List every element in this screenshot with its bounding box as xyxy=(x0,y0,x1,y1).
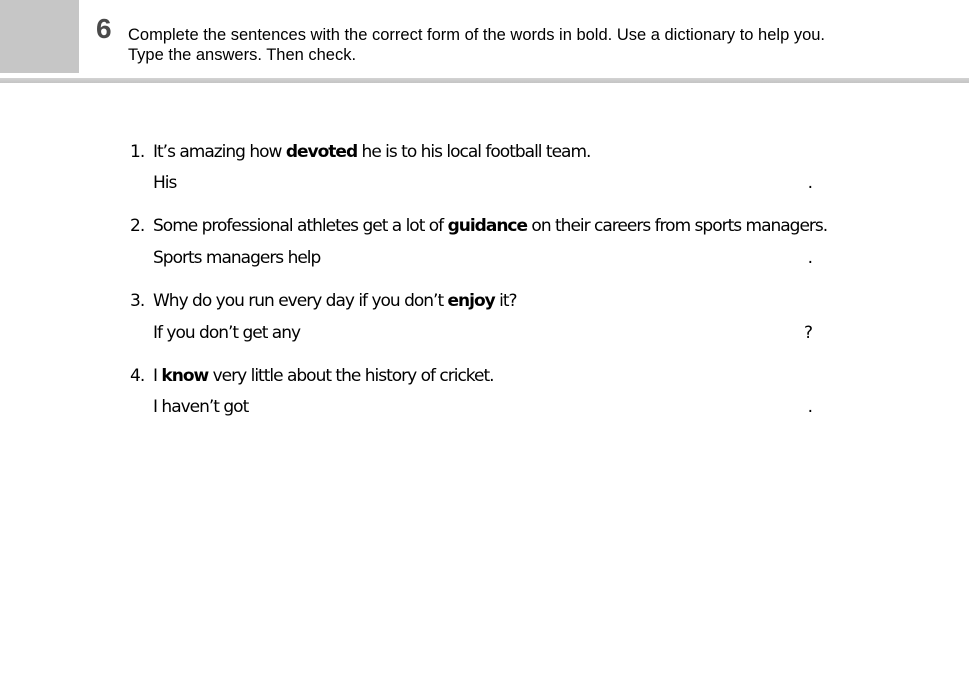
answer-stem: His xyxy=(153,173,177,193)
answer-input[interactable] xyxy=(323,247,798,269)
answer-stem: Sports managers help xyxy=(153,248,321,268)
instruction-line-1: Complete the sentences with the correct form of the words in bold. Use a dictionary to help you. xyxy=(128,26,826,44)
bold-keyword: know xyxy=(161,366,209,386)
sentence-text: Why do you run every day if you don’t xyxy=(153,291,448,311)
header-tab xyxy=(0,0,79,73)
sentence-text: Some professional athletes get a lot of xyxy=(153,216,448,236)
exercise-header xyxy=(0,0,969,78)
question-sentence xyxy=(153,365,494,387)
answer-input[interactable] xyxy=(183,172,798,194)
header-divider xyxy=(0,78,969,83)
answer-end-punctuation: ? xyxy=(803,323,813,343)
question-sentence xyxy=(153,141,590,163)
instruction-line-2: Type the answers. Then check. xyxy=(128,46,357,64)
answer-row xyxy=(153,172,813,194)
answer-row xyxy=(153,247,813,269)
question-sentence xyxy=(153,215,827,237)
bold-keyword: devoted xyxy=(285,142,358,162)
sentence-text: very little about the history of cricket. xyxy=(208,366,494,386)
answer-end-punctuation: . xyxy=(807,248,813,268)
answer-end-punctuation: . xyxy=(807,397,813,417)
sentence-text: It’s amazing how xyxy=(153,142,286,162)
sentence-text: it? xyxy=(494,291,517,311)
question-number: 2. xyxy=(130,216,145,236)
exercise-number: 6 xyxy=(96,13,112,44)
answer-row xyxy=(153,322,813,344)
sentence-text: he is to his local football team. xyxy=(357,142,591,162)
answer-input[interactable] xyxy=(253,396,798,418)
question-number: 1. xyxy=(130,142,145,162)
answer-input[interactable] xyxy=(303,322,798,344)
answer-row xyxy=(153,396,813,418)
answer-stem: If you don’t get any xyxy=(153,323,301,343)
sentence-text: I xyxy=(153,366,162,386)
question-number: 4. xyxy=(130,366,145,386)
sentence-text: on their careers from sports managers. xyxy=(527,216,828,236)
bold-keyword: enjoy xyxy=(447,291,495,311)
answer-end-punctuation: . xyxy=(807,173,813,193)
bold-keyword: guidance xyxy=(447,216,528,236)
answer-stem: I haven’t got xyxy=(153,397,249,417)
exercise-instructions xyxy=(128,25,928,65)
question-sentence xyxy=(153,290,517,312)
question-number: 3. xyxy=(130,291,145,311)
